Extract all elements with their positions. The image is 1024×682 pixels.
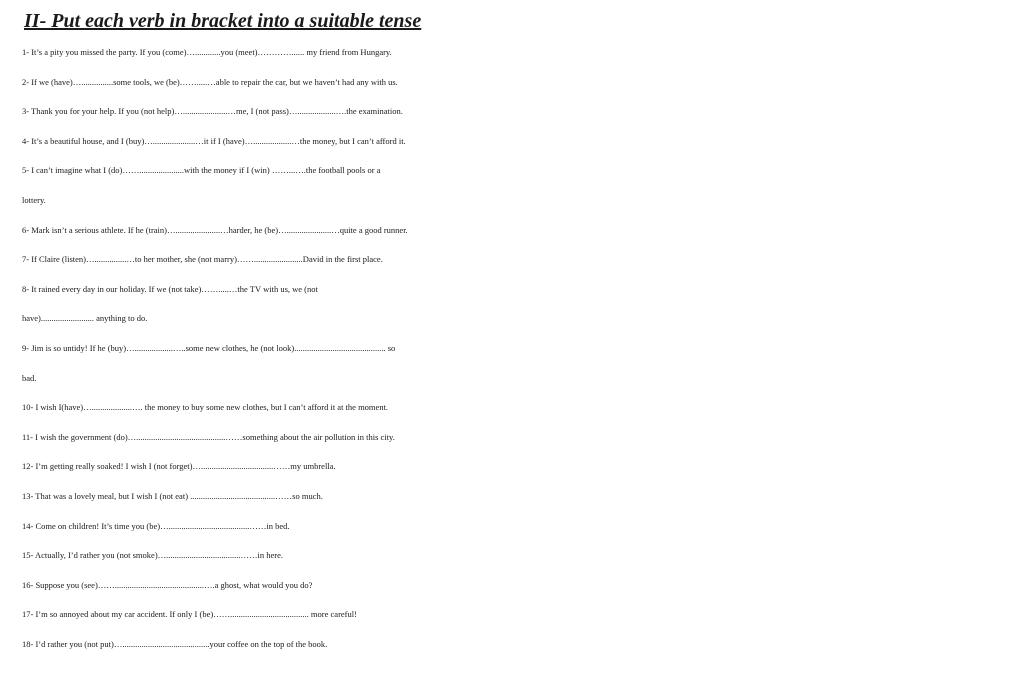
exercise-line-6: 6- Mark isn’t a serious athlete. If he (train)….....................…harder, he (be)….....................…quite a good runner. (22, 224, 408, 235)
exercise-line-9-continued: bad. (22, 372, 37, 383)
exercise-line-8: 8- It rained every day in our holiday. If we (not take)…….....…the TV with us, we (not (22, 283, 318, 294)
worksheet (22, 8, 1022, 659)
exercise-line-2: 2- If we (have)…...............some tools, we (be)…….....…able to repair the car, but we haven’t had any with us. (22, 76, 398, 87)
exercise-line-4: 4- It’s a beautiful house, and I (buy)…....................…it if I (have)…..................…the money, but I can’t afford it. (22, 135, 406, 146)
exercise-line-11: 11- I wish the government (do)…..........................................……something about the air pollution in this city. (22, 431, 395, 442)
exercise-line-18: 18- I’d rather you (not put)….........................................your coffee on the top of the book. (22, 638, 328, 649)
exercise-line-5: 5- I can’t imagine what I (do)…….....................with the money if I (win) ……...….the football pools or a (22, 165, 381, 176)
exercise-line-16: 16- Suppose you (see)……..........................................….a ghost, what would you do? (22, 579, 313, 590)
exercise-line-8-continued: have)......................... anything to do. (22, 313, 148, 324)
exercise-line-15: 15- Actually, I’d rather you (not smoke)…...................................……in here. (22, 550, 284, 561)
exercise-line-12: 12- I’m getting really soaked! I wish I (not forget)…..................................……my umbrella. (22, 461, 336, 472)
exercise-line-10: 10- I wish I(have)…...................…. the money to buy some new clothes, but I can’t afford it at the moment. (22, 402, 389, 413)
exercise-line-13: 13- That was a lovely meal, but I wish I (not eat) ........................................……so much. (22, 490, 323, 501)
exercise-line-5-continued: lottery. (22, 194, 46, 205)
worksheet-title: II- Put each verb in bracket into a suitable tense (24, 10, 422, 32)
exercise-line-1: 1- It’s a pity you missed the party. If you (come)…............you (meet)…………...... my friend from Hungary. (22, 47, 392, 57)
exercise-line-3: 3- Thank you for your help. If you (not help)….....................…me, I (not pass)…..................….the examination. (22, 106, 403, 117)
exercise-line-17: 17- I’m so annoyed about my car accident. If only I (be)……..................................... more careful! (22, 609, 357, 620)
exercise-line-14: 14- Come on children! It’s time you (be)…......................................……in bed. (22, 520, 290, 531)
exercise-line-7: 7- If Claire (listen)…...............…to her mother, she (not marry)…….......................David in the first place. (22, 254, 383, 265)
exercise-line-9: 9- Jim is so untidy! If he (buy)…..................…..some new clothes, he (not look)........................................... so (22, 342, 396, 353)
